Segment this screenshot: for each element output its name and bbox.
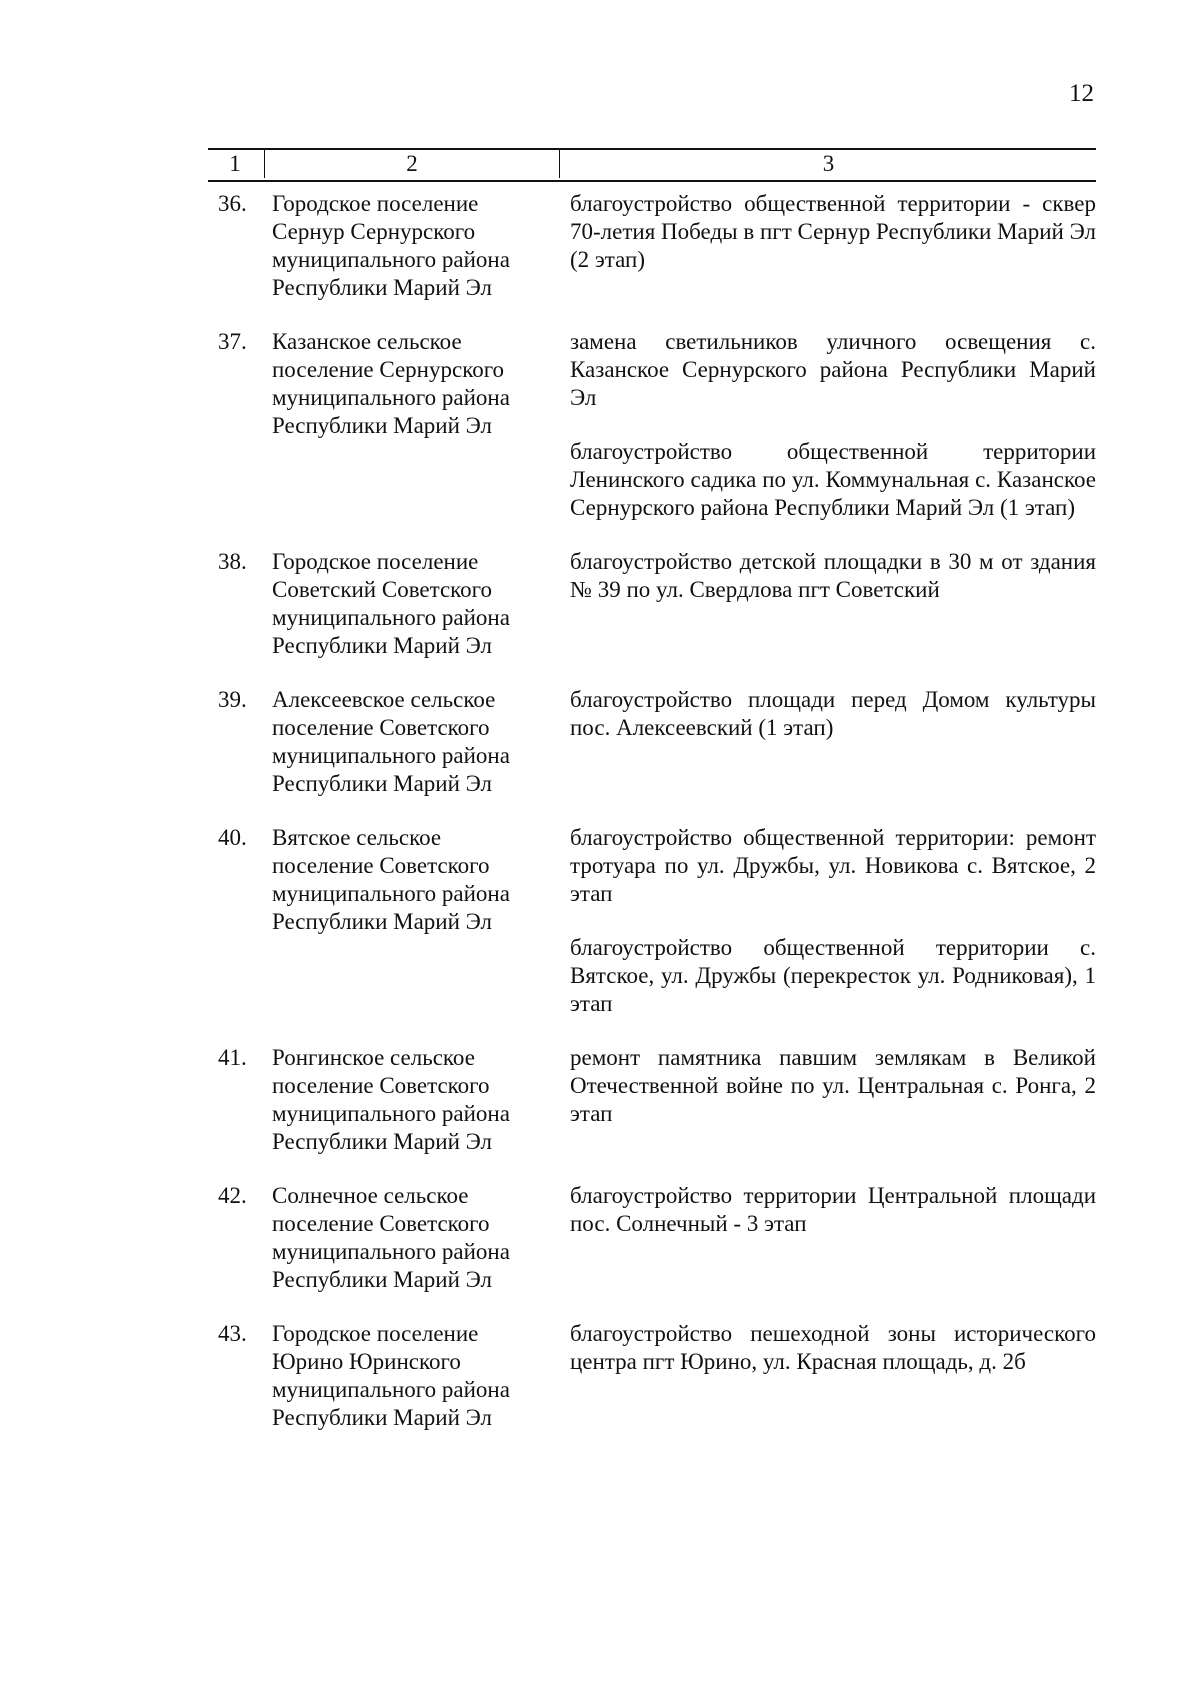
settlement-line: Городское поселение [272,1321,479,1346]
project-list [558,1182,1096,1238]
table-row [208,328,1096,522]
row-number: 43. [218,1321,247,1346]
table-row [208,548,1096,660]
settlement-line: Городское поселение [272,549,479,574]
settlement-name [264,686,558,798]
table-row [208,190,1096,302]
settlement-line: Советский Советского [272,577,493,602]
settlement-line: муниципального района [272,1239,510,1264]
settlement-name [264,1044,558,1156]
project-description: благоустройство пешеходной зоны исторического центра пгт Юрино, ул. Красная площадь, д. 2б [570,1321,1096,1374]
project-list [558,190,1096,274]
settlement-line: Республики Марий Эл [272,1129,493,1154]
row-number: 37. [218,329,247,354]
table-row [208,1182,1096,1294]
settlement-line: муниципального района [272,247,510,272]
settlement-line: Солнечное сельское [272,1183,469,1208]
settlement-line: муниципального района [272,385,510,410]
project-description: замена светильников уличного освещения с. Казанское Сернурского района Республики Марий Эл [570,329,1096,410]
project-description: благоустройство общественной территории: ремонт тротуара по ул. Дружбы, ул. Новикова с. Вятское, 2 этап [570,825,1096,906]
settlement-line: Республики Марий Эл [272,633,493,658]
table-row [208,824,1096,1018]
project-list [558,328,1096,522]
settlement-line: Республики Марий Эл [272,1267,493,1292]
settlement-line: Республики Марий Эл [272,771,493,796]
header-col-1: 1 [229,151,241,176]
settlement-line: Республики Марий Эл [272,1405,493,1430]
header-col-3: 3 [559,150,1097,178]
row-number: 39. [218,687,247,712]
settlement-line: муниципального района [272,1377,510,1402]
table-row [208,1044,1096,1156]
project-description: благоустройство общественной территории с. Вятское, ул. Дружбы (перекресток ул. Родниковая), 1 этап [570,935,1096,1016]
settlement-line: муниципального района [272,743,510,768]
header-col-2: 2 [264,150,559,178]
project-description: ремонт памятника павшим землякам в Великой Отечественной войне по ул. Центральная с. Ронга, 2 этап [570,1045,1096,1126]
row-number: 36. [218,191,247,216]
settlement-line: поселение Советского [272,1211,490,1236]
table-row [208,1320,1096,1432]
settlement-name [264,190,558,302]
settlement-line: Республики Марий Эл [272,275,493,300]
settlement-line: поселение Советского [272,1073,490,1098]
project-list [558,1320,1096,1376]
project-list [558,548,1096,604]
settlement-line: муниципального района [272,1101,510,1126]
table-body [208,190,1096,1458]
settlement-line: муниципального района [272,605,510,630]
row-number: 40. [218,825,247,850]
page-number: 12 [1069,80,1094,107]
settlement-line: поселение Советского [272,715,490,740]
settlement-line: муниципального района [272,881,510,906]
settlement-line: Республики Марий Эл [272,413,493,438]
settlement-line: Республики Марий Эл [272,909,493,934]
project-description: благоустройство детской площадки в 30 м от здания № 39 по ул. Свердлова пгт Советский [570,549,1096,602]
project-description: благоустройство общественной территории Ленинского садика по ул. Коммунальная с. Казанское Сернурского района Республики Марий Эл (1 этап) [570,439,1096,520]
settlement-line: Юрино Юринского [272,1349,461,1374]
settlement-line: Алексеевское сельское [272,687,496,712]
row-number: 42. [218,1183,247,1208]
settlement-line: Вятское сельское [272,825,442,850]
settlement-name [264,1182,558,1294]
project-list [558,1044,1096,1128]
project-description: благоустройство территории Центральной площади пос. Солнечный - 3 этап [570,1183,1096,1236]
settlement-name [264,824,558,936]
table-header [208,148,1096,182]
row-number: 41. [218,1045,247,1070]
project-description: благоустройство площади перед Домом культуры пос. Алексеевский (1 этап) [570,687,1096,740]
settlement-line: Казанское сельское [272,329,462,354]
table-row [208,686,1096,798]
settlement-line: поселение Советского [272,853,490,878]
settlement-name [264,1320,558,1432]
settlement-name [264,548,558,660]
settlement-name [264,328,558,440]
settlement-line: Ронгинское сельское [272,1045,475,1070]
project-list [558,686,1096,742]
settlement-line: Сернур Сернурского [272,219,476,244]
project-description: благоустройство общественной территории - сквер 70-летия Победы в пгт Сернур Республики Марий Эл (2 этап) [570,191,1096,272]
project-list [558,824,1096,1018]
settlement-line: поселение Сернурского [272,357,505,382]
row-number: 38. [218,549,247,574]
settlement-line: Городское поселение [272,191,479,216]
